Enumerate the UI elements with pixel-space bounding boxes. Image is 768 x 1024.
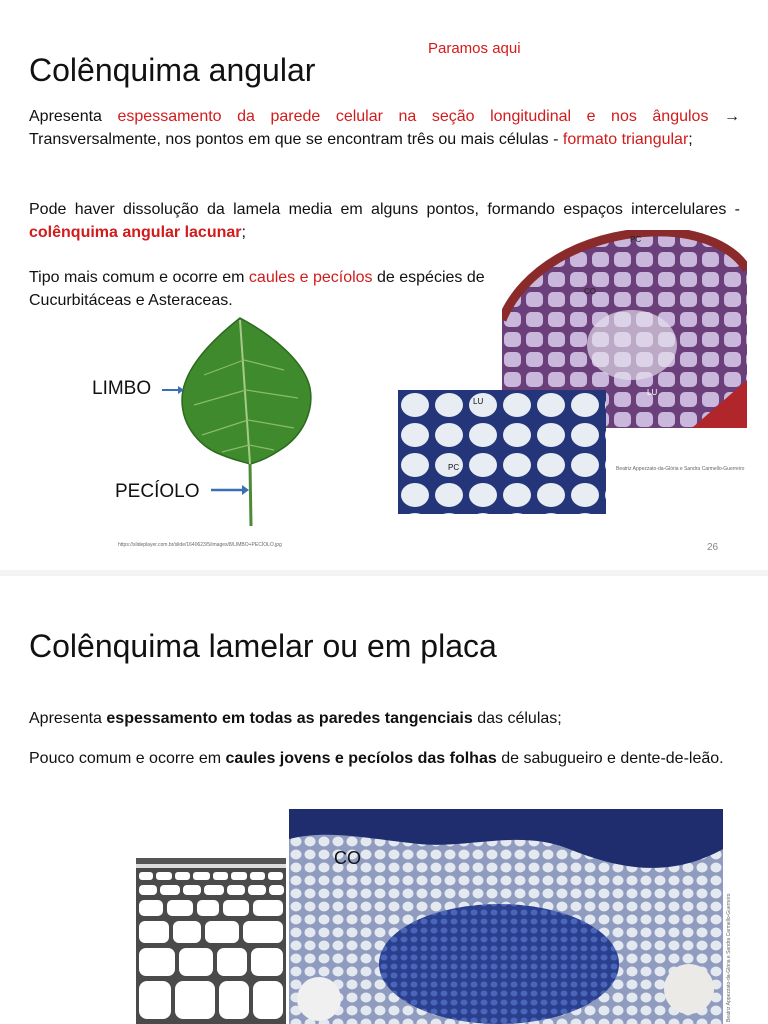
slide-title: Colênquima lamelar ou em placa (29, 628, 497, 664)
slide-27 (0, 576, 768, 1024)
paragraph-lamellar-occurrence (29, 747, 740, 770)
peciolo-arrow-icon (211, 484, 249, 496)
text-fragment: Tipo mais comum e ocorre em (29, 269, 249, 286)
co-label: CO (334, 848, 361, 868)
lu-label: LU (647, 388, 658, 397)
paragraph-angular-description (29, 105, 740, 151)
slide-title: Colênquima angular (29, 52, 316, 88)
lamellar-collenchyma-micrograph (289, 809, 723, 1024)
highlight-lacunar: colênquima angular lacunar (29, 224, 242, 241)
text-fragment: de sabugueiro e dente-de-leão. (496, 750, 724, 767)
text-fragment: Apresenta (29, 108, 118, 125)
text-fragment: Pouco comum e ocorre em (29, 750, 226, 767)
page-number: 26 (707, 542, 719, 553)
text-fragment: Pode haver dissolução da lamela media em alguns pontos, formando espaços intercelulares - (29, 201, 740, 218)
limbo-label: LIMBO (92, 378, 152, 399)
text-fragment: de espécies de Cucurbitáceas e Asteraceas. (29, 269, 485, 309)
co-label: CO (584, 287, 596, 296)
highlight-triangular: formato triangular (562, 131, 689, 148)
bold-young-stems: caules jovens e pecíolos das folhas (225, 750, 497, 767)
lacunar-collenchyma-micrograph (398, 390, 606, 514)
text-fragment: das células; (472, 710, 562, 727)
limbo-arrow-icon (162, 384, 184, 396)
highlight-thickening: espessamento da parede celular na seção longitudinal e nos ângulos (117, 108, 709, 125)
highlight-stems-petioles: caules e pecíolos (248, 269, 373, 286)
text-fragment: Apresenta (29, 710, 107, 727)
pc-label: PC (448, 463, 460, 472)
progress-note: Paramos aqui (428, 40, 521, 57)
paragraph-occurrence (29, 266, 499, 312)
leaf-image-credit: https://slideplayer.com.br/slide/1640623/5/images/8/LIMBO+PECÍOLO.jpg (118, 542, 282, 548)
micrograph-credit: Beatriz Appezzato-da-Glória e Sandra Carmello-Guerreiro (726, 893, 732, 1022)
peciolo-label: PECÍOLO (115, 481, 200, 502)
micrograph-credit: Beatriz Appezzato-da-Glória e Sandra Carmello-Guerreiro (616, 466, 745, 472)
text-fragment: → Transversalmente, nos pontos em que se encontram três ou mais células - (29, 108, 741, 148)
text-fragment: ; (241, 224, 246, 241)
paragraph-lamellar-description (29, 707, 740, 730)
lamellar-cells-drawing (136, 858, 286, 1024)
pc-label: PC (630, 235, 642, 244)
text-fragment: ; (688, 131, 693, 148)
bold-tangential-walls: espessamento em todas as paredes tangenciais (106, 710, 473, 727)
lu-label: LU (473, 397, 484, 406)
